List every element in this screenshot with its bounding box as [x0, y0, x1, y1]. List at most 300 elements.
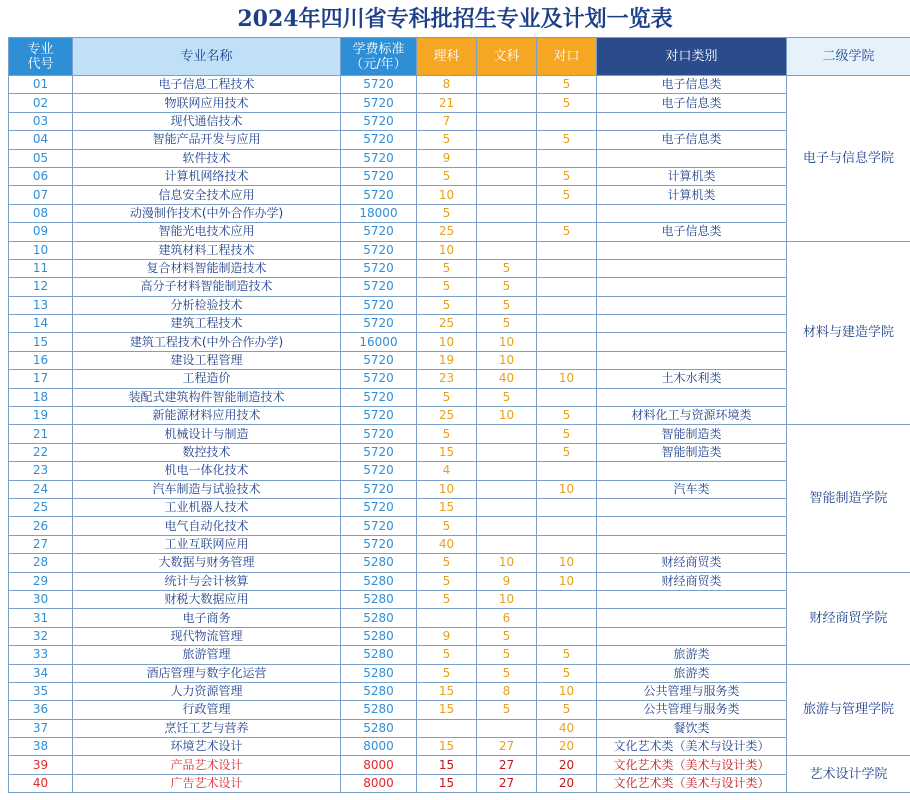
- tuition-fee: 8000: [341, 756, 417, 774]
- arts-quota: [477, 167, 537, 185]
- tuition-fee: 5720: [341, 407, 417, 425]
- arts-quota: 27: [477, 738, 537, 756]
- major-name: 物联网应用技术: [73, 94, 341, 112]
- major-name: 汽车制造与试验技术: [73, 480, 341, 498]
- tuition-fee: 5280: [341, 627, 417, 645]
- major-name: 财税大数据应用: [73, 590, 341, 608]
- tuition-fee: 5720: [341, 370, 417, 388]
- science-quota: 15: [417, 682, 477, 700]
- science-quota: 5: [417, 590, 477, 608]
- major-code: 14: [9, 315, 73, 333]
- major-code: 15: [9, 333, 73, 351]
- vocational-quota: 10: [537, 554, 597, 572]
- vocational-category: [597, 296, 787, 314]
- vocational-category: [597, 590, 787, 608]
- science-quota: 5: [417, 204, 477, 222]
- vocational-category: [597, 204, 787, 222]
- major-name: 烹饪工艺与营养: [73, 719, 341, 737]
- science-quota: 10: [417, 333, 477, 351]
- science-quota: 10: [417, 241, 477, 259]
- major-code: 25: [9, 498, 73, 516]
- arts-quota: [477, 76, 537, 94]
- vocational-quota: [537, 278, 597, 296]
- arts-quota: [477, 204, 537, 222]
- college-name: 艺术设计学院: [787, 756, 910, 793]
- science-quota: 7: [417, 112, 477, 130]
- tuition-fee: 5720: [341, 498, 417, 516]
- table-row: [9, 241, 910, 259]
- vocational-quota: [537, 609, 597, 627]
- tuition-fee: 5720: [341, 278, 417, 296]
- vocational-quota: 20: [537, 738, 597, 756]
- tuition-fee: 5720: [341, 315, 417, 333]
- major-name: 建设工程管理: [73, 351, 341, 369]
- vocational-category: [597, 388, 787, 406]
- table-row: [9, 351, 910, 369]
- major-code: 04: [9, 131, 73, 149]
- vocational-category: 电子信息类: [597, 223, 787, 241]
- table-row: [9, 627, 910, 645]
- table-row: [9, 204, 910, 222]
- vocational-quota: [537, 241, 597, 259]
- table-row: [9, 223, 910, 241]
- vocational-quota: 5: [537, 664, 597, 682]
- tuition-fee: 5720: [341, 480, 417, 498]
- major-name: 电子信息工程技术: [73, 76, 341, 94]
- tuition-fee: 5720: [341, 149, 417, 167]
- science-quota: 5: [417, 167, 477, 185]
- science-quota: 19: [417, 351, 477, 369]
- arts-quota: 27: [477, 756, 537, 774]
- vocational-category: [597, 278, 787, 296]
- major-name: 电子商务: [73, 609, 341, 627]
- vocational-category: 智能制造类: [597, 425, 787, 443]
- major-name: 高分子材料智能制造技术: [73, 278, 341, 296]
- table-row: [9, 738, 910, 756]
- vocational-category: 旅游类: [597, 664, 787, 682]
- vocational-quota: 5: [537, 646, 597, 664]
- header-arts: 文科: [477, 38, 537, 76]
- table-row: [9, 388, 910, 406]
- tuition-fee: 5720: [341, 443, 417, 461]
- table-header-row: [9, 38, 910, 76]
- table-row: [9, 774, 910, 792]
- tuition-fee: 16000: [341, 333, 417, 351]
- major-name: 旅游管理: [73, 646, 341, 664]
- major-name: 信息安全技术应用: [73, 186, 341, 204]
- arts-quota: [477, 112, 537, 130]
- major-name: 产品艺术设计: [73, 756, 341, 774]
- vocational-quota: [537, 333, 597, 351]
- major-name: 分析检验技术: [73, 296, 341, 314]
- arts-quota: 5: [477, 388, 537, 406]
- vocational-category: 文化艺术类（美术与设计类）: [597, 756, 787, 774]
- vocational-category: [597, 241, 787, 259]
- science-quota: 25: [417, 407, 477, 425]
- major-code: 28: [9, 554, 73, 572]
- major-code: 19: [9, 407, 73, 425]
- vocational-quota: 5: [537, 223, 597, 241]
- science-quota: 5: [417, 554, 477, 572]
- tuition-fee: 5720: [341, 94, 417, 112]
- college-name: 智能制造学院: [787, 425, 910, 572]
- major-code: 09: [9, 223, 73, 241]
- vocational-quota: [537, 517, 597, 535]
- arts-quota: [477, 425, 537, 443]
- science-quota: 5: [417, 646, 477, 664]
- college-name: 旅游与管理学院: [787, 664, 910, 756]
- major-code: 37: [9, 719, 73, 737]
- arts-quota: [477, 498, 537, 516]
- vocational-category: 文化艺术类（美术与设计类）: [597, 774, 787, 792]
- major-code: 23: [9, 462, 73, 480]
- major-name: 环境艺术设计: [73, 738, 341, 756]
- arts-quota: 5: [477, 627, 537, 645]
- vocational-quota: 5: [537, 76, 597, 94]
- arts-quota: 5: [477, 278, 537, 296]
- vocational-category: [597, 517, 787, 535]
- tuition-fee: 5720: [341, 425, 417, 443]
- table-row: [9, 259, 910, 277]
- tuition-fee: 5720: [341, 241, 417, 259]
- major-code: 33: [9, 646, 73, 664]
- major-code: 03: [9, 112, 73, 130]
- tuition-fee: 5720: [341, 167, 417, 185]
- vocational-category: 文化艺术类（美术与设计类）: [597, 738, 787, 756]
- vocational-quota: 5: [537, 94, 597, 112]
- table-row: [9, 370, 910, 388]
- major-code: 16: [9, 351, 73, 369]
- major-code: 24: [9, 480, 73, 498]
- table-row: [9, 407, 910, 425]
- arts-quota: [477, 149, 537, 167]
- vocational-category: [597, 462, 787, 480]
- major-code: 17: [9, 370, 73, 388]
- major-code: 10: [9, 241, 73, 259]
- table-body: [9, 76, 910, 793]
- tuition-fee: 5280: [341, 646, 417, 664]
- science-quota: 5: [417, 259, 477, 277]
- science-quota: 5: [417, 425, 477, 443]
- arts-quota: [477, 443, 537, 461]
- science-quota: 5: [417, 517, 477, 535]
- tuition-fee: 5720: [341, 388, 417, 406]
- vocational-quota: 10: [537, 480, 597, 498]
- vocational-category: [597, 333, 787, 351]
- vocational-quota: 5: [537, 186, 597, 204]
- vocational-category: 财经商贸类: [597, 572, 787, 590]
- major-code: 22: [9, 443, 73, 461]
- table-row: [9, 646, 910, 664]
- tuition-fee: 5720: [341, 535, 417, 553]
- major-code: 07: [9, 186, 73, 204]
- major-name: 建筑工程技术: [73, 315, 341, 333]
- science-quota: 5: [417, 664, 477, 682]
- major-code: 36: [9, 701, 73, 719]
- arts-quota: [477, 462, 537, 480]
- major-code: 26: [9, 517, 73, 535]
- table-row: [9, 278, 910, 296]
- science-quota: 15: [417, 443, 477, 461]
- table-row: [9, 76, 910, 94]
- major-code: 01: [9, 76, 73, 94]
- college-name: 财经商贸学院: [787, 572, 910, 664]
- vocational-quota: 10: [537, 572, 597, 590]
- vocational-category: [597, 627, 787, 645]
- arts-quota: [477, 241, 537, 259]
- table-row: [9, 572, 910, 590]
- tuition-fee: 5720: [341, 462, 417, 480]
- major-code: 38: [9, 738, 73, 756]
- major-name: 电气自动化技术: [73, 517, 341, 535]
- major-code: 30: [9, 590, 73, 608]
- major-name: 机械设计与制造: [73, 425, 341, 443]
- college-name: 电子与信息学院: [787, 76, 910, 242]
- arts-quota: 8: [477, 682, 537, 700]
- vocational-category: 旅游类: [597, 646, 787, 664]
- tuition-fee: 5720: [341, 131, 417, 149]
- major-name: 现代通信技术: [73, 112, 341, 130]
- vocational-quota: [537, 315, 597, 333]
- arts-quota: 10: [477, 351, 537, 369]
- vocational-quota: [537, 627, 597, 645]
- vocational-quota: [537, 296, 597, 314]
- vocational-quota: [537, 388, 597, 406]
- table-row: [9, 167, 910, 185]
- science-quota: 15: [417, 756, 477, 774]
- vocational-quota: 40: [537, 719, 597, 737]
- vocational-quota: 10: [537, 370, 597, 388]
- major-code: 29: [9, 572, 73, 590]
- vocational-category: 电子信息类: [597, 131, 787, 149]
- table-row: [9, 701, 910, 719]
- header-code: 专业 代号: [9, 38, 73, 76]
- science-quota: 40: [417, 535, 477, 553]
- science-quota: 23: [417, 370, 477, 388]
- vocational-category: [597, 535, 787, 553]
- vocational-category: 材料化工与资源环境类: [597, 407, 787, 425]
- table-row: [9, 609, 910, 627]
- major-name: 智能产品开发与应用: [73, 131, 341, 149]
- science-quota: 4: [417, 462, 477, 480]
- major-code: 11: [9, 259, 73, 277]
- vocational-category: 智能制造类: [597, 443, 787, 461]
- major-name: 新能源材料应用技术: [73, 407, 341, 425]
- major-name: 复合材料智能制造技术: [73, 259, 341, 277]
- table-row: [9, 186, 910, 204]
- table-row: [9, 535, 910, 553]
- major-name: 装配式建筑构件智能制造技术: [73, 388, 341, 406]
- science-quota: 5: [417, 278, 477, 296]
- science-quota: 9: [417, 627, 477, 645]
- vocational-quota: 5: [537, 701, 597, 719]
- vocational-quota: [537, 204, 597, 222]
- tuition-fee: 5280: [341, 719, 417, 737]
- major-name: 广告艺术设计: [73, 774, 341, 792]
- arts-quota: [477, 186, 537, 204]
- tuition-fee: 5280: [341, 554, 417, 572]
- science-quota: 10: [417, 186, 477, 204]
- table-row: [9, 498, 910, 516]
- science-quota: 5: [417, 572, 477, 590]
- vocational-quota: [537, 462, 597, 480]
- arts-quota: 5: [477, 296, 537, 314]
- major-name: 建筑材料工程技术: [73, 241, 341, 259]
- vocational-category: 计算机类: [597, 186, 787, 204]
- arts-quota: 6: [477, 609, 537, 627]
- arts-quota: 9: [477, 572, 537, 590]
- arts-quota: [477, 131, 537, 149]
- vocational-quota: [537, 149, 597, 167]
- table-row: [9, 315, 910, 333]
- arts-quota: [477, 535, 537, 553]
- vocational-quota: [537, 259, 597, 277]
- science-quota: 15: [417, 738, 477, 756]
- arts-quota: 5: [477, 664, 537, 682]
- science-quota: 5: [417, 388, 477, 406]
- major-name: 软件技术: [73, 149, 341, 167]
- arts-quota: 40: [477, 370, 537, 388]
- major-name: 行政管理: [73, 701, 341, 719]
- table-row: [9, 480, 910, 498]
- science-quota: 9: [417, 149, 477, 167]
- tuition-fee: 5720: [341, 351, 417, 369]
- table-row: [9, 443, 910, 461]
- major-code: 18: [9, 388, 73, 406]
- vocational-quota: 5: [537, 167, 597, 185]
- vocational-category: 电子信息类: [597, 94, 787, 112]
- table-row: [9, 719, 910, 737]
- tuition-fee: 5280: [341, 572, 417, 590]
- table-row: [9, 425, 910, 443]
- major-code: 12: [9, 278, 73, 296]
- header-college: 二级学院: [787, 38, 910, 76]
- tuition-fee: 5720: [341, 186, 417, 204]
- arts-quota: 5: [477, 646, 537, 664]
- major-name: 工程造价: [73, 370, 341, 388]
- major-code: 02: [9, 94, 73, 112]
- science-quota: 21: [417, 94, 477, 112]
- arts-quota: 10: [477, 554, 537, 572]
- arts-quota: [477, 223, 537, 241]
- vocational-category: 电子信息类: [597, 76, 787, 94]
- tuition-fee: 5280: [341, 664, 417, 682]
- science-quota: 5: [417, 296, 477, 314]
- header-name: 专业名称: [73, 38, 341, 76]
- arts-quota: 10: [477, 407, 537, 425]
- vocational-category: [597, 351, 787, 369]
- vocational-quota: [537, 112, 597, 130]
- enrollment-plan-table: [8, 37, 910, 793]
- vocational-category: [597, 498, 787, 516]
- major-name: 智能光电技术应用: [73, 223, 341, 241]
- arts-quota: [477, 480, 537, 498]
- science-quota: 15: [417, 498, 477, 516]
- vocational-category: [597, 112, 787, 130]
- science-quota: 15: [417, 701, 477, 719]
- tuition-fee: 5720: [341, 223, 417, 241]
- vocational-quota: 5: [537, 131, 597, 149]
- vocational-quota: 20: [537, 774, 597, 792]
- major-name: 人力资源管理: [73, 682, 341, 700]
- major-name: 动漫制作技术(中外合作办学): [73, 204, 341, 222]
- tuition-fee: 5280: [341, 590, 417, 608]
- major-code: 34: [9, 664, 73, 682]
- major-name: 工业机器人技术: [73, 498, 341, 516]
- table-row: [9, 149, 910, 167]
- arts-quota: 5: [477, 259, 537, 277]
- major-code: 31: [9, 609, 73, 627]
- major-name: 统计与会计核算: [73, 572, 341, 590]
- major-name: 大数据与财务管理: [73, 554, 341, 572]
- major-code: 08: [9, 204, 73, 222]
- major-code: 32: [9, 627, 73, 645]
- page-title: 2024年四川省专科批招生专业及计划一览表: [237, 6, 673, 32]
- table-row: [9, 517, 910, 535]
- vocational-category: 财经商贸类: [597, 554, 787, 572]
- major-code: 27: [9, 535, 73, 553]
- table-row: [9, 554, 910, 572]
- science-quota: 25: [417, 315, 477, 333]
- vocational-category: 计算机类: [597, 167, 787, 185]
- major-name: 工业互联网应用: [73, 535, 341, 553]
- tuition-fee: 5280: [341, 682, 417, 700]
- science-quota: 5: [417, 131, 477, 149]
- table-row: [9, 112, 910, 130]
- tuition-fee: 5720: [341, 76, 417, 94]
- science-quota: 25: [417, 223, 477, 241]
- science-quota: 10: [417, 480, 477, 498]
- arts-quota: 10: [477, 333, 537, 351]
- vocational-quota: [537, 498, 597, 516]
- arts-quota: 5: [477, 701, 537, 719]
- vocational-category: 土木水利类: [597, 370, 787, 388]
- arts-quota: [477, 94, 537, 112]
- vocational-category: 汽车类: [597, 480, 787, 498]
- vocational-quota: [537, 535, 597, 553]
- science-quota: [417, 609, 477, 627]
- vocational-quota: 5: [537, 407, 597, 425]
- major-name: 建筑工程技术(中外合作办学): [73, 333, 341, 351]
- table-row: [9, 682, 910, 700]
- major-code: 21: [9, 425, 73, 443]
- vocational-quota: 5: [537, 443, 597, 461]
- vocational-category: 公共管理与服务类: [597, 701, 787, 719]
- science-quota: [417, 719, 477, 737]
- vocational-quota: 20: [537, 756, 597, 774]
- table-row: [9, 131, 910, 149]
- vocational-category: [597, 315, 787, 333]
- table-row: [9, 756, 910, 774]
- major-name: 数控技术: [73, 443, 341, 461]
- major-code: 05: [9, 149, 73, 167]
- header-fee: 学费标准 （元/年）: [341, 38, 417, 76]
- tuition-fee: 18000: [341, 204, 417, 222]
- college-name: 材料与建造学院: [787, 241, 910, 425]
- science-quota: 8: [417, 76, 477, 94]
- table-row: [9, 462, 910, 480]
- major-code: 13: [9, 296, 73, 314]
- vocational-quota: [537, 351, 597, 369]
- table-row: [9, 664, 910, 682]
- major-name: 计算机网络技术: [73, 167, 341, 185]
- tuition-fee: 5280: [341, 609, 417, 627]
- major-code: 40: [9, 774, 73, 792]
- vocational-quota: 10: [537, 682, 597, 700]
- vocational-category: [597, 149, 787, 167]
- tuition-fee: 5720: [341, 517, 417, 535]
- arts-quota: 10: [477, 590, 537, 608]
